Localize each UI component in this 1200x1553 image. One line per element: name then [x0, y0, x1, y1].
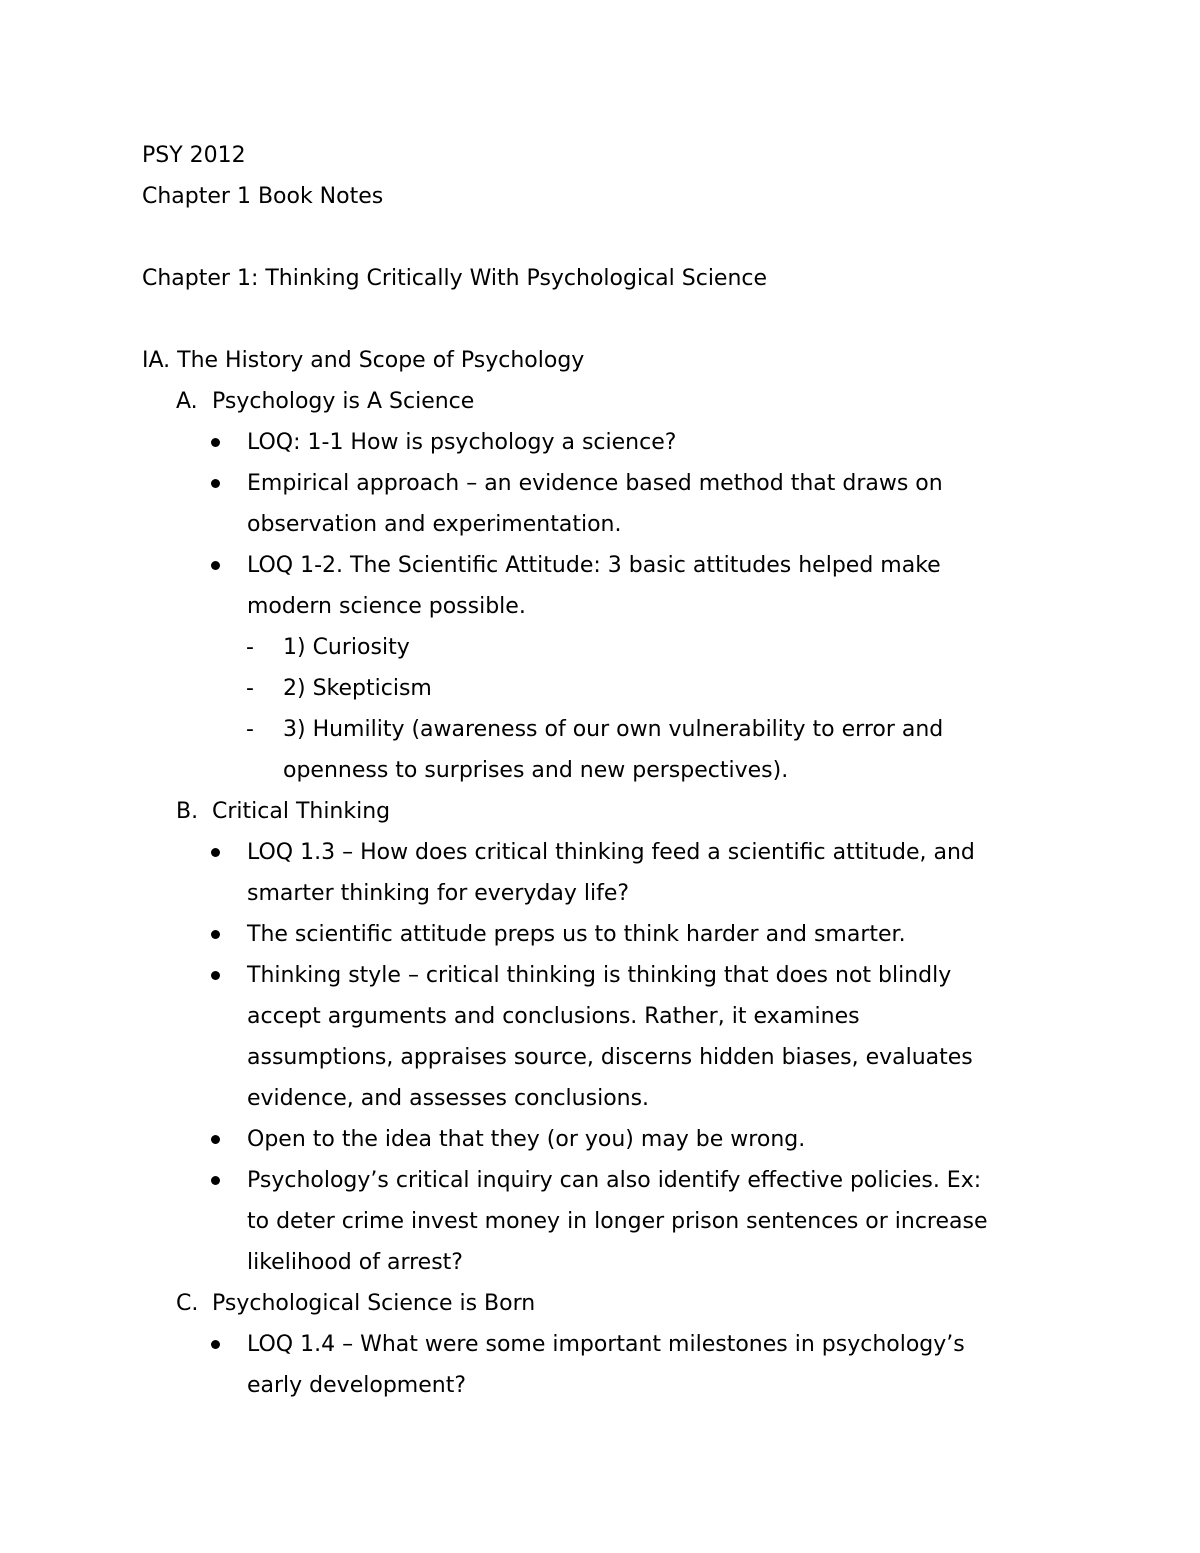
- section-b-bullet-1-line-1: LOQ 1.3 – How does critical thinking feed a scientific attitude, and: [247, 840, 975, 865]
- section-a-bullet-3-line-2: modern science possible.: [247, 594, 526, 619]
- section-b-bullet-3-line-2: accept arguments and conclusions. Rather, it examines: [247, 1004, 860, 1029]
- section-c-bullet-1-line-2: early development?: [247, 1373, 466, 1398]
- bullet-icon: [211, 1176, 220, 1185]
- section-b-bullet-4: Open to the idea that they (or you) may be wrong.: [247, 1127, 806, 1152]
- attitude-humility-line-1: 3) Humility (awareness of our own vulnerability to error and: [283, 717, 944, 742]
- bullet-icon: [211, 479, 220, 488]
- section-a-bullet-2-line-2: observation and experimentation.: [247, 512, 622, 537]
- section-c-title: Psychological Science is Born: [212, 1291, 536, 1316]
- section-b-bullet-5-line-2: to deter crime invest money in longer prison sentences or increase: [247, 1209, 988, 1234]
- dash-marker: -: [246, 676, 254, 701]
- attitude-curiosity: 1) Curiosity: [283, 635, 410, 660]
- dash-marker: -: [246, 717, 254, 742]
- bullet-icon: [211, 971, 220, 980]
- course-code: PSY 2012: [142, 143, 246, 168]
- section-a-title: Psychology is A Science: [212, 389, 475, 414]
- section-b-title: Critical Thinking: [212, 799, 391, 824]
- attitude-skepticism: 2) Skepticism: [283, 676, 432, 701]
- section-b-bullet-3-line-1: Thinking style – critical thinking is thinking that does not blindly: [247, 963, 952, 988]
- chapter-title: Chapter 1: Thinking Critically With Psychological Science: [142, 266, 768, 291]
- bullet-icon: [211, 1340, 220, 1349]
- section-b-bullet-1-line-2: smarter thinking for everyday life?: [247, 881, 630, 906]
- section-b-bullet-3-line-3: assumptions, appraises source, discerns hidden biases, evaluates: [247, 1045, 973, 1070]
- bullet-icon: [211, 1135, 220, 1144]
- section-b-letter: B.: [176, 799, 199, 824]
- bullet-icon: [211, 438, 220, 447]
- section-c-letter: C.: [176, 1291, 199, 1316]
- section-c-bullet-1-line-1: LOQ 1.4 – What were some important milestones in psychology’s: [247, 1332, 965, 1357]
- dash-marker: -: [246, 635, 254, 660]
- section-a-bullet-3-line-1: LOQ 1-2. The Scientific Attitude: 3 basic attitudes helped make: [247, 553, 941, 578]
- section-b-bullet-3-line-4: evidence, and assesses conclusions.: [247, 1086, 650, 1111]
- attitude-humility-line-2: openness to surprises and new perspectives).: [283, 758, 789, 783]
- bullet-icon: [211, 848, 220, 857]
- notes-subtitle: Chapter 1 Book Notes: [142, 184, 384, 209]
- bullet-icon: [211, 561, 220, 570]
- section-b-bullet-5-line-1: Psychology’s critical inquiry can also identify effective policies. Ex:: [247, 1168, 982, 1193]
- bullet-icon: [211, 930, 220, 939]
- section-a-bullet-1: LOQ: 1-1 How is psychology a science?: [247, 430, 677, 455]
- section-a-bullet-2-line-1: Empirical approach – an evidence based method that draws on: [247, 471, 943, 496]
- section-b-bullet-2: The scientific attitude preps us to think harder and smarter.: [247, 922, 906, 947]
- section-b-bullet-5-line-3: likelihood of arrest?: [247, 1250, 463, 1275]
- section-a-letter: A.: [176, 389, 198, 414]
- part-heading: IA. The History and Scope of Psychology: [142, 348, 585, 373]
